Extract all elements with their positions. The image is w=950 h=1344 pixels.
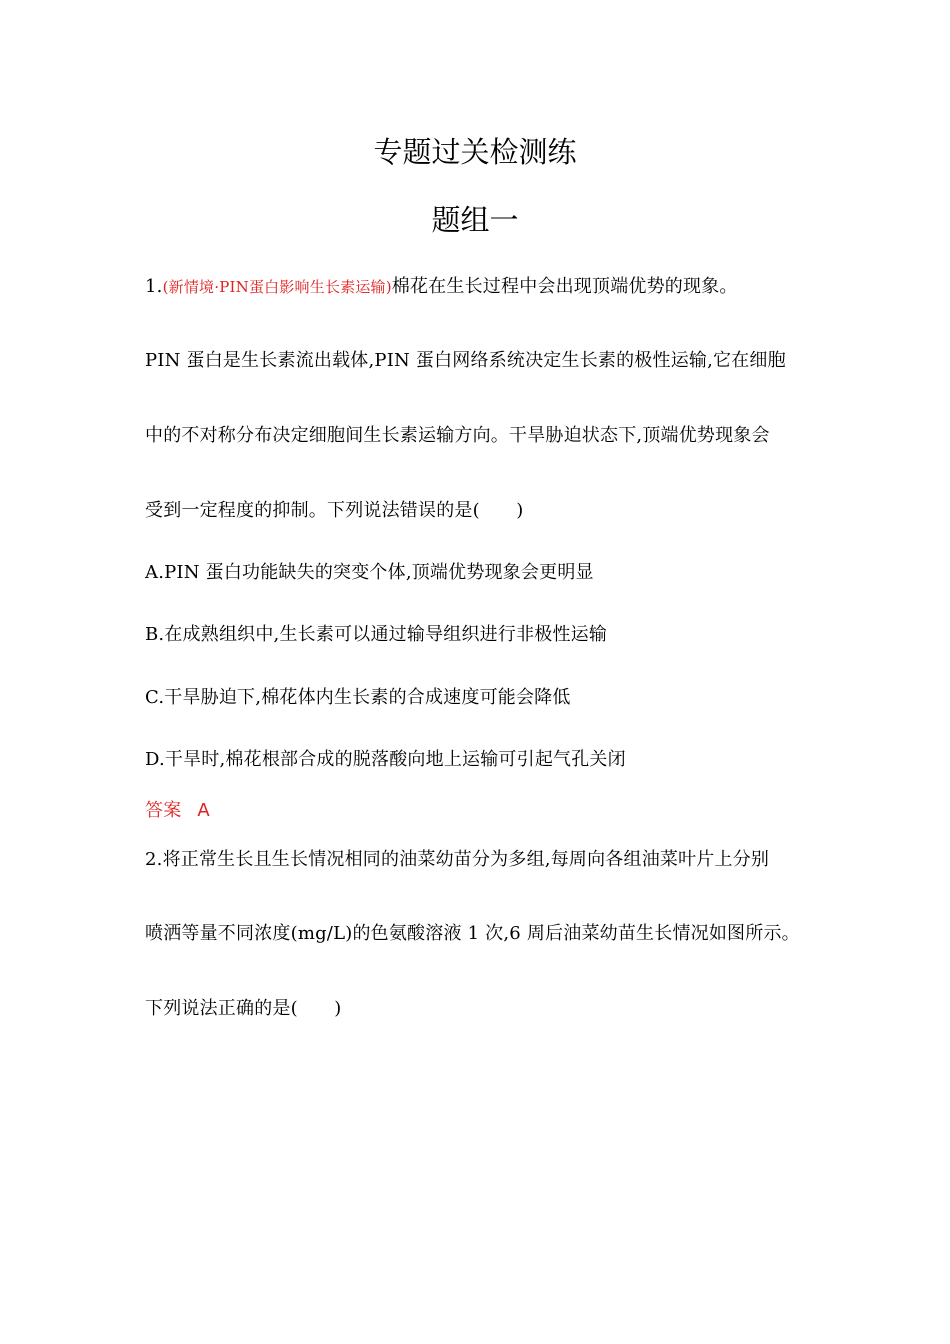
- question-1-option-d: D.干旱时,棉花根部合成的脱落酸向地上运输可引起气孔关闭: [145, 749, 626, 770]
- question-1-stem-line-2: PIN 蛋白是生长素流出载体,PIN 蛋白网络系统决定生长素的极性运输,它在细胞: [145, 350, 786, 371]
- question-2-stem-line-2: 喷洒等量不同浓度(mg/L)的色氨酸溶液 1 次,6 周后油菜幼苗生长情况如图所示。: [145, 923, 800, 944]
- question-1-option-a: A.PIN 蛋白功能缺失的突变个体,顶端优势现象会更明显: [145, 562, 594, 583]
- answer-value: A: [197, 800, 210, 821]
- question-1-option-b: B.在成熟组织中,生长素可以通过输导组织进行非极性运输: [145, 624, 608, 645]
- question-1-stem-line-3: 中的不对称分布决定细胞间生长素运输方向。干旱胁迫状态下,顶端优势现象会: [145, 425, 770, 446]
- question-1-context-tag: (新情境·PIN蛋白影响生长素运输): [162, 278, 392, 296]
- question-1-stem-text: 棉花在生长过程中会出现顶端优势的现象。: [391, 276, 738, 297]
- question-1-option-c: C.干旱胁迫下,棉花体内生长素的合成速度可能会降低: [145, 687, 571, 708]
- page-title: 专题过关检测练: [373, 135, 577, 169]
- question-2-stem-line-1: 2.将正常生长且生长情况相同的油菜幼苗分为多组,每周向各组油菜叶片上分别: [145, 849, 770, 870]
- question-1-stem-line-1: [145, 274, 738, 300]
- section-title: 题组一: [431, 203, 519, 237]
- question-2-stem-line-3: 下列说法正确的是( ): [145, 998, 342, 1019]
- question-1-stem-line-4: 受到一定程度的抑制。下列说法错误的是( ): [145, 500, 524, 521]
- question-1-number: 1.: [145, 276, 163, 297]
- question-1-answer: [145, 798, 210, 824]
- answer-label: 答案: [145, 800, 182, 821]
